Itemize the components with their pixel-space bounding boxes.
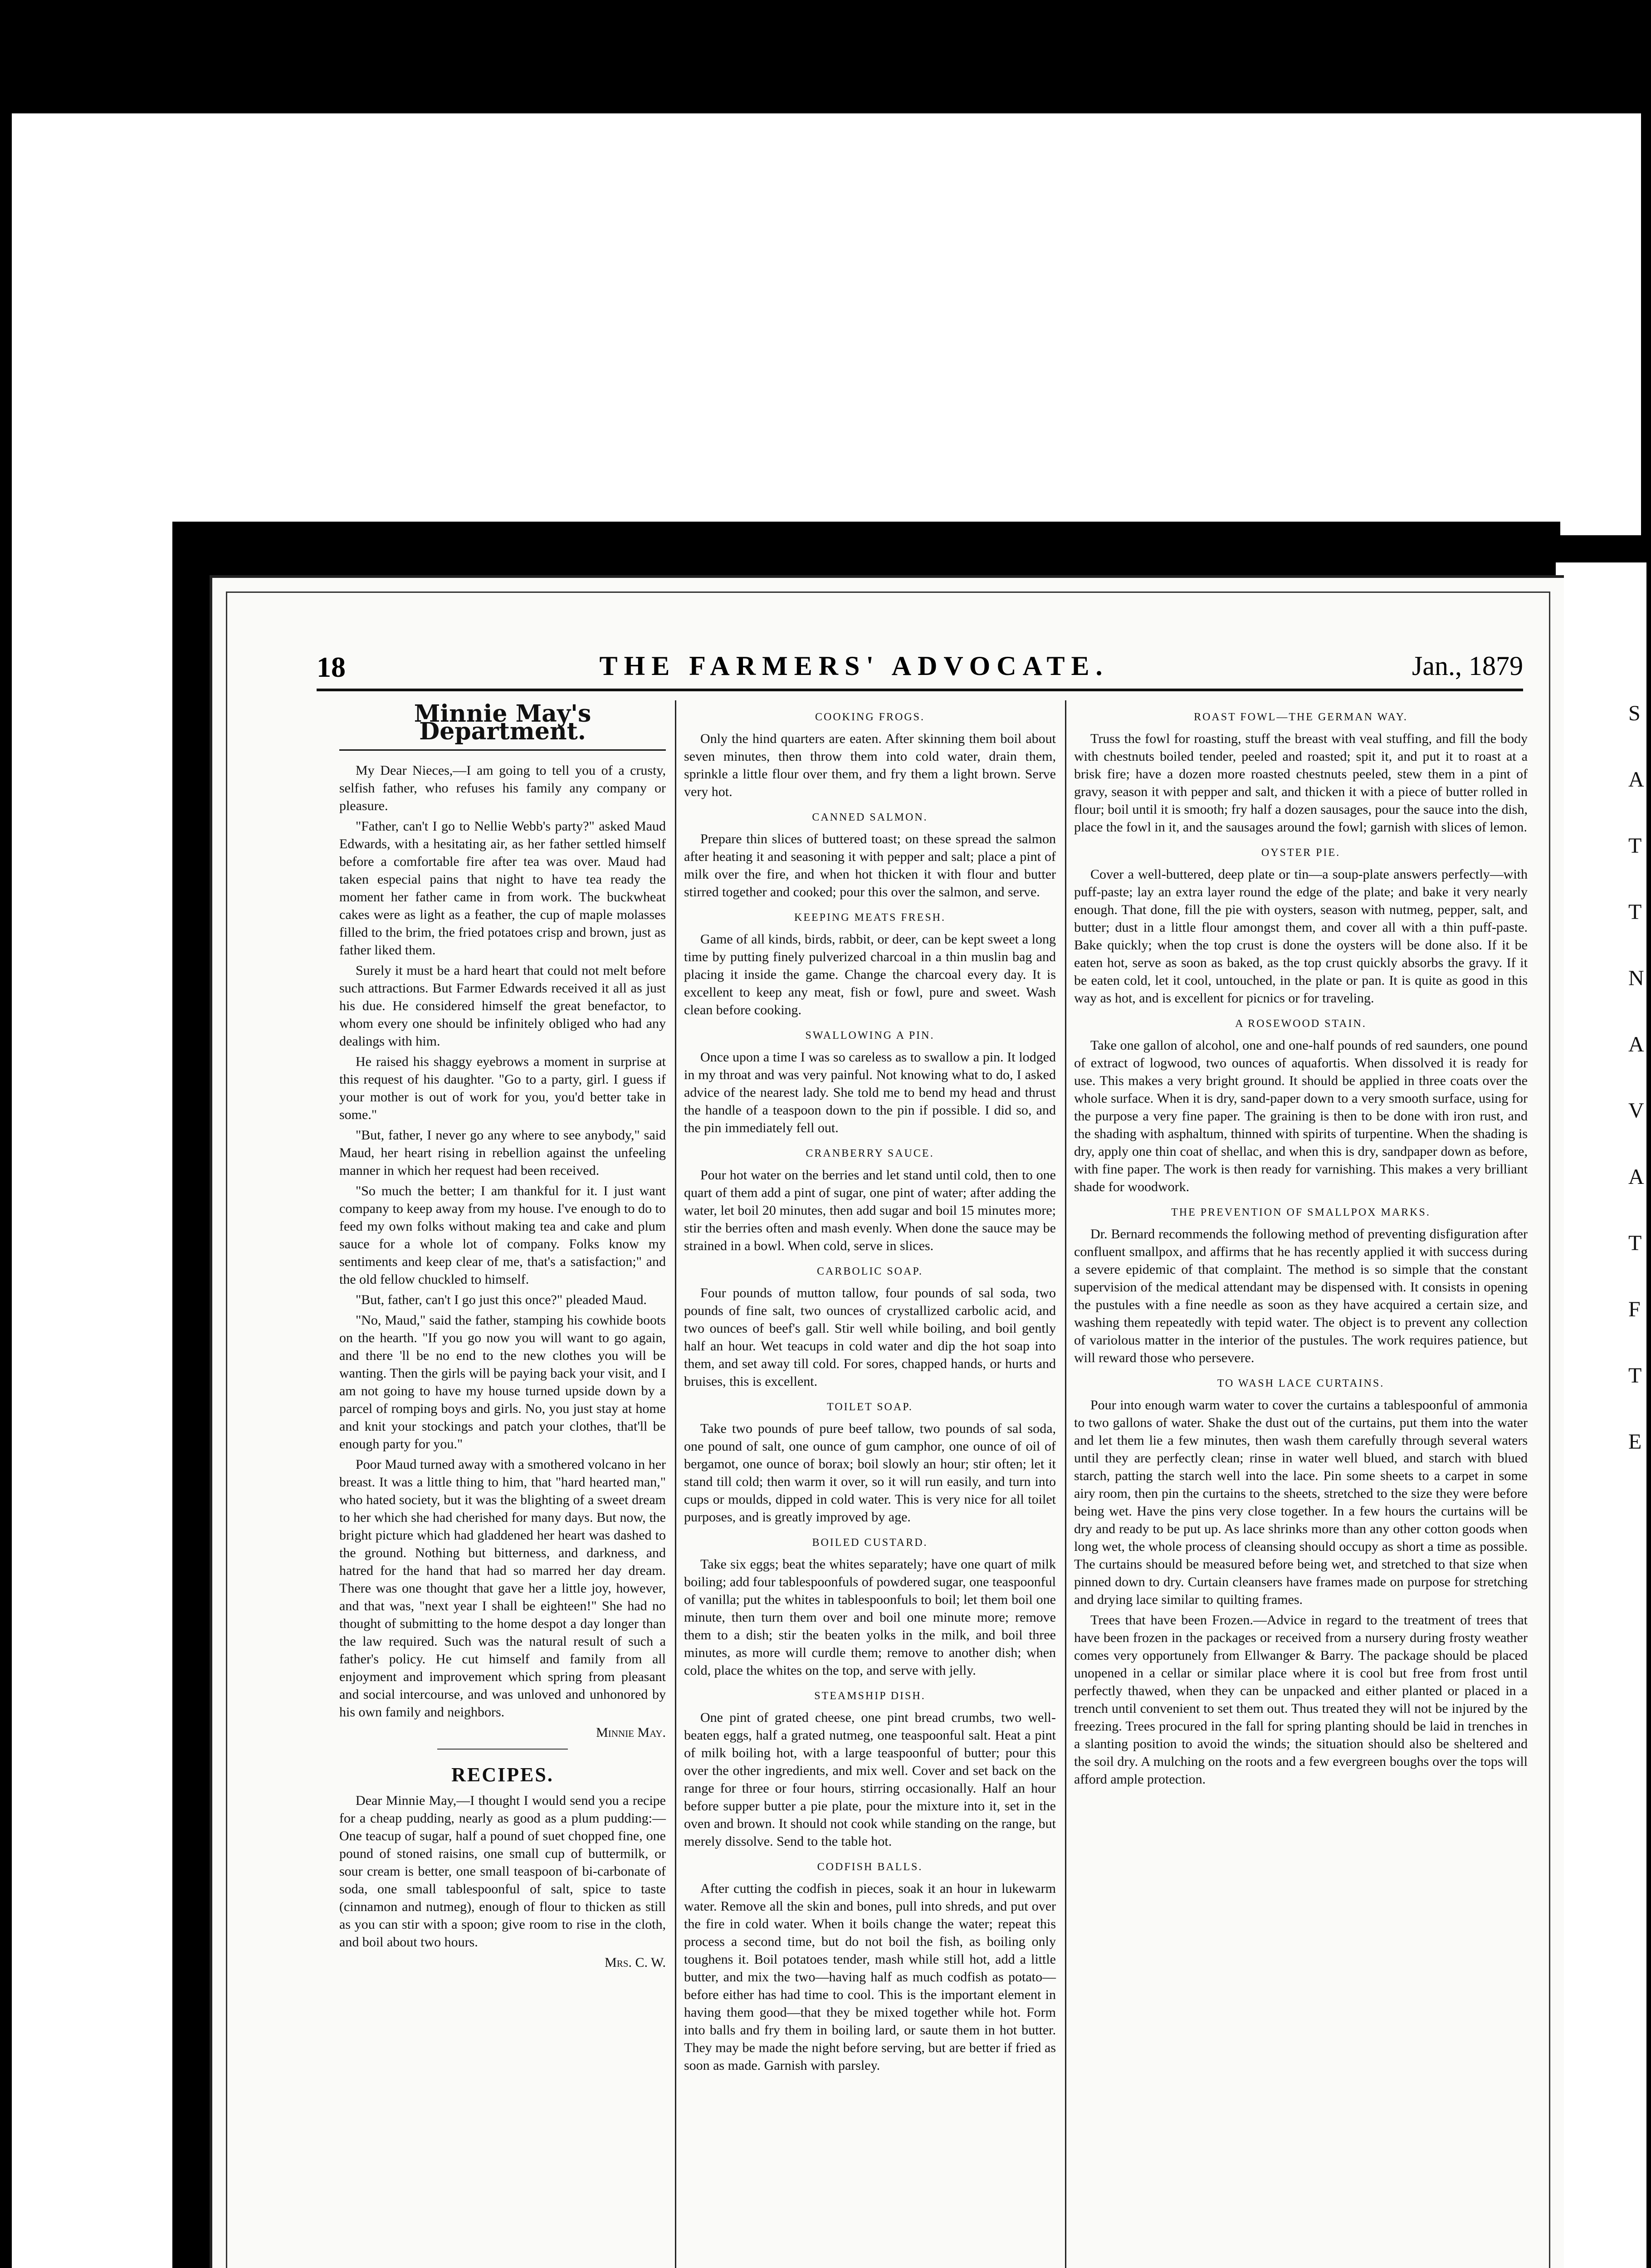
recipe-paragraph: Dear Minnie May,—I thought I would send you a recipe for a cheap pudding, nearly as good as a plum pudding:—One teacup of sugar, half a pound of suet chopped fine, one pound of stoned raisins, one small cup of buttermilk, or sour cream is better, one small teaspoon of bi-carbonate of soda, one small tablespoonful of salt, spice to taste (cinnamon and nutmeg), enough of flour to thicken as still as you can stir with a spoon; give room to rise in the cloth, and boil about two hours. [339, 1793, 666, 1950]
letter-paragraph: "So much the better; I am thankful for it. I just want company to keep away from my house. I've enough to do to feed my own folks without making tea and cake and plum sauce for a whole lot of company. Folks know my sentiments and keep clear of me, that's a satisfaction;" and the old fellow chuckled to himself. [339, 1183, 666, 1287]
letter-signature: Minnie May. [596, 1725, 666, 1740]
section-heading: CARBOLIC SOAP. [816, 1266, 923, 1277]
section-heading: KEEPING MEATS FRESH. [794, 912, 946, 924]
section-body: Dr. Bernard recommends the following method of preventing disfiguration after confluent smallpox, and affirms that he has recently applied it with success during a severe epidemic of that complaint. The method is so simple that the constant supervision of the medical attendant may be dispensed with. It consists in opening the pustules with a fine needle as soon as they have acquired a certain size, and washing them repeatedly with tepid water. The object is to prevent any collection of variolous matter in the interior of the pustules. The work requires patience, but will reward those who persevere. [1074, 1227, 1528, 1365]
section-divider [437, 1749, 568, 1750]
section-heading: A ROSEWOOD STAIN. [1235, 1018, 1367, 1030]
column-right [1074, 700, 1528, 1791]
scan-edge-left [0, 0, 12, 2268]
column-rule [1065, 700, 1066, 2268]
column-middle [684, 700, 1056, 2077]
section-heading: CRANBERRY SAUCE. [806, 1148, 934, 1159]
section-heading: BOILED CUSTARD. [812, 1537, 928, 1549]
masthead-title: THE FARMERS' ADVOCATE. [599, 651, 1109, 681]
section-body: Take one gallon of alcohol, one and one-half pounds of red saunders, one pound of extract of logwood, two ounces of aquafortis. When dissolved it is ready for use. This makes a very bright ground. It should be applied in three coats over the whole surface. When it is dry, sand-paper down to a very smooth surface, using for the purpose a very fine paper. The graining is then to be done with iron rust, and the shading with asphaltum, thinned with spirits of turpentine. When the shading is dry, apply one thin coat of shellac, and when this is dry, sandpaper down as before, with fine paper. The work is then ready for varnishing. This makes a very brilliant shade for woodwork. [1074, 1038, 1528, 1194]
section-body: Game of all kinds, birds, rabbit, or deer, can be kept sweet a long time by putting finely pulverized charcoal in a thin muslin bag and placing it inside the game. Change the charcoal every day. It is excellent to keep any meat, fish or fowl, pure and sweet. Wash clean before cooking. [684, 932, 1056, 1017]
section-heading: TOILET SOAP. [827, 1401, 913, 1413]
section-body: Prepare thin slices of buttered toast; on these spread the salmon after heating it and seasoning it with pepper and salt; place a pint of milk over the fire, and when hot thicken it with flour and butter stirred together and cooked; pour this over the salmon, and serve. [684, 831, 1056, 899]
letter-paragraph: He raised his shaggy eyebrows a moment in surprise at this request of his daughter. "Go to a party, girl. I guess if your mother is out of work for you, you'd better take in some." [339, 1054, 666, 1122]
section-heading: CODFISH BALLS. [817, 1861, 923, 1873]
issue-date: Jan., 1879 [1412, 651, 1523, 681]
section-body: Take two pounds of pure beef tallow, two pounds of sal soda, one pound of salt, one ounce of gum camphor, one ounce of oil of bergamot, one ounce of borax; boil slowly an hour; stir often; let it stand till cold; then warm it over, so it will run easily, and turn into cups or moulds, dipped in cold water. This is very nice for all toilet purposes, and is greatly improved by age. [684, 1421, 1056, 1525]
neighbor-letter: S [1628, 701, 1641, 725]
section-heading: ROAST FOWL—THE GERMAN WAY. [1194, 711, 1408, 723]
newspaper-page [210, 575, 1564, 2268]
letter-paragraph: Poor Maud turned away with a smothered volcano in her breast. It was a little thing to him, that "hard hearted man," who hated society, but it was the blighting of a sweet dream to her which she had cherished for many days. But now, the bright picture which had gladdened her heart was dashed to the ground. Nothing but bitterness, and darkness, and hatred for the hand that had so marred her day dream. There was one thought that gave her a little joy, however, and that was, "next year I shall be eighteen!" She had no thought of submitting to the home despot a day longer than the law required. Such was the natural result of such a father's policy. He cut himself and family from all enjoyment and improvement which spring from pleasant and social intercourse, and was unloved and unhonored by his own family and neighbors. [339, 1457, 666, 1720]
section-heading: SWALLOWING A PIN. [805, 1030, 935, 1041]
section-body: Take six eggs; beat the whites separately; have one quart of milk boiling; add four tablespoonfuls of powdered sugar, one teaspoonful of vanilla; put the whites in tablespoonfuls to boil; let them boil one minute, then turn them over and boil one minute more; remove them to a dish; stir the beaten yolks in the milk, and boil three minutes, as more will curdle them; remove to another dish; when cold, place the whites on the top, and serve with jelly. [684, 1557, 1056, 1678]
scan-border-top [0, 0, 1651, 113]
section-heading: COOKING FROGS. [815, 711, 925, 723]
section-body: Pour hot water on the berries and let stand until cold, then to one quart of them add a pint of sugar, one pint of water; after adding the water, let boil 20 minutes, then add sugar and boil 15 minutes more; stir the berries often and mash evenly. When done the sauce may be strained in a bowl. When cold, serve in slices. [684, 1168, 1056, 1253]
letter-paragraph: Surely it must be a hard heart that could not melt before such attractions. But Farmer Edwards received it all as just his due. He considered himself the great benefactor, to whom every one should be infinitely obliged who had any dealings with him. [339, 963, 666, 1049]
section-body: After cutting the codfish in pieces, soak it an hour in lukewarm water. Remove all the skin and bones, pull into shreds, and put over the fire in cold water. When it boils change the water; repeat this process a second time, but do not boil the fish, as boiling only toughens it. Boil potatoes tender, mash while still hot, add a little butter, and mix the two—having half as much codfish as potato—before either has had time to cool. This is the important element in having them good—that they be mixed together while hot. Form into balls and fry them in boiling lard, or saute them in hot butter. They may be made the night before serving, but are better if fried as soon as made. Garnish with parsley. [684, 1881, 1056, 2073]
neighbor-letter: T [1628, 834, 1642, 858]
section-body: Trees that have been Frozen.—Advice in regard to the treatment of trees that have been frozen in the packages or received from a nursery during frosty weather comes very opportunely from Ellwanger & Barry. The package should be placed unopened in a cellar or similar place where it is cool but free from frost until perfectly thawed, when they can be unpacked and either planted or placed in a trench until convenient to set them out. Thus treated they will not be injured by the freezing. Trees procured in the fall for spring planting should be laid in trenches in a slanting position to avoid the winds; the situation should also be sheltered and the soil dry. A mulching on the roots and a few evergreen boughs over the tops will afford ample protection. [1074, 1613, 1528, 1787]
letter-paragraph: "No, Maud," said the father, stamping his cowhide boots on the hearth. "If you go now you will want to go again, and there 'll be no end to the new clothes you will be wanting. Then the girls will be paying back your visit, and I am not going to have my house turned upside down by a parcel of romping boys and girls. No, you just stay at home and knit your stockings and patch your clothes, that'll be enough party for you." [339, 1313, 666, 1452]
letter-paragraph: "But, father, can't I go just this once?" pleaded Maud. [356, 1292, 647, 1307]
section-heading: OYSTER PIE. [1261, 847, 1341, 859]
section-body: Only the hind quarters are eaten. After skinning them boil about seven minutes, then throw them into cold water, drain them, sprinkle a little flour over them, and fry them a light brown. Serve very hot. [684, 731, 1056, 799]
letter-paragraph: "But, father, I never go any where to see anybody," said Maud, her heart rising in rebellion against the unfeeling manner in which her request had been received. [339, 1128, 666, 1178]
neighbor-letter: A [1628, 1165, 1644, 1189]
department-title: Minnie May's Department. [414, 700, 591, 745]
neighbor-page-letters [1628, 680, 1646, 1475]
section-body: Pour into enough warm water to cover the curtains a tablespoonful of ammonia to two gallons of water. Shake the dust out of the curtains, put them into the water and let them lie a few minutes, then wash them carefully through several waters until they are perfectly clean; rinse in water well blued, and starch with blued starch, patting the starch well into the lace. Pin some sheets to a carpet in some airy room, then pin the curtains to the sheets, stretched to the size they were before being wet. Have the pins very close together. In a few hours the curtains will be dry and ready to be put up. As lace shrinks more than any other cotton goods when long wet, the whole process of cleansing should occupy as short a time as possible. The curtains should be measured before being wet, and stretched to that size when pinned down to dry. Curtain cleansers have frames made on purpose for stretching and drying lace similar to quilting frames. [1074, 1398, 1528, 1607]
section-body: Truss the fowl for roasting, stuff the breast with veal stuffing, and fill the body with chestnuts boiled tender, peeled and roasted; spit it, and put it to roast at a brisk fire; have a dozen more roasted chestnuts peeled, stew them in a pint of gravy, season it with pepper and salt, and thicken it with a piece of butter rolled in flour; boil until it is smooth; fry half a dozen sausages, pour the sauce into the dish, place the fowl in it, and the sausages around the fowl; garnish with slices of lemon. [1074, 731, 1528, 835]
section-body: Four pounds of mutton tallow, four pounds of sal soda, two pounds of fine salt, two ounces of crystallized carbolic acid, and two ounces of beef's gall. Stir well while boiling, and boil gently half an hour. Wet teacups in cold water and dip the hot soap into them, and set away till cold. For sores, chapped hands, or hurts and bruises, this is excellent. [684, 1286, 1056, 1389]
department-rule [339, 749, 666, 751]
neighbor-letter: T [1628, 1364, 1642, 1388]
recipes-heading: RECIPES. [451, 1764, 554, 1786]
section-body: Once upon a time I was so careless as to swallow a pin. It lodged in my throat and was very painful. Not knowing what to do, I asked advice of the nearest lady. She told me to bend my head and thrust the handle of a teaspoon down to the pin if possible. I did so, and the pin immediately fell out. [684, 1050, 1056, 1135]
page-header [317, 650, 1523, 687]
neighbor-letter: F [1628, 1297, 1641, 1321]
neighbor-letter: N [1628, 966, 1644, 990]
page-number: 18 [317, 651, 346, 683]
neighbor-letter: E [1628, 1430, 1642, 1454]
column-left [339, 700, 666, 1976]
neighbor-letter: T [1628, 1231, 1642, 1255]
section-heading: THE PREVENTION OF SMALLPOX MARKS. [1171, 1207, 1431, 1218]
section-heading: STEAMSHIP DISH. [814, 1690, 926, 1702]
section-body: One pint of grated cheese, one pint bread crumbs, two well-beaten eggs, half a grated nutmeg, one teaspoonful salt. Heat a pint of milk boiling hot, with a large teaspoonful of butter; pour this over the other ingredients, and mix well. Cover and set back on the range for three or four hours, stirring occasionally. Half an hour before supper butter a pie plate, pour the mixture into it, set in the oven and brown. It should not cook while standing on the range, but merely dissolve. Send to the table hot. [684, 1710, 1056, 1849]
letter-body [339, 762, 666, 1721]
column-rule [675, 700, 676, 2268]
letter-paragraph: My Dear Nieces,—I am going to tell you of a crusty, selfish father, who refuses his family any company or pleasure. [339, 763, 666, 813]
neighbor-letter: T [1628, 900, 1642, 924]
neighbor-letter: V [1628, 1099, 1644, 1123]
letter-paragraph: "Father, can't I go to Nellie Webb's party?" asked Maud Edwards, with a hesitating air, as her father settled himself before a comfortable fire after tea was over. Maud had taken especial pains that night to have tea ready the moment her father came in from work. The buckwheat cakes were as light as a feather, the cup of maple molasses filled to the brim, the fried potatoes crisp and brown, just as father liked them. [339, 819, 666, 958]
header-rule [317, 689, 1523, 691]
section-heading: TO WASH LACE CURTAINS. [1217, 1378, 1385, 1389]
section-heading: CANNED SALMON. [812, 811, 928, 823]
neighbor-letter: A [1628, 767, 1644, 792]
recipe-signature: Mrs. C. W. [605, 1955, 666, 1970]
section-body: Cover a well-buttered, deep plate or tin—a soup-plate answers perfectly—with puff-paste; lay an extra layer round the edge of the plate; and bake it very nearly enough. That done, fill the pie with oysters, season with nutmeg, pepper, salt, and butter; dust in a little flour amongst them, and cover all with a thin puff-paste. Bake quickly; when the top crust is done the oysters will be done also. If it be eaten hot, serve as soon as baked, as the top crust quickly absorbs the gravy. If it be eaten cold, let it cool, untouched, in the plate or pan. It is quite as good in this way as hot, and is excellent for picnics or for traveling. [1074, 867, 1528, 1006]
neighbor-letter: A [1628, 1032, 1644, 1056]
